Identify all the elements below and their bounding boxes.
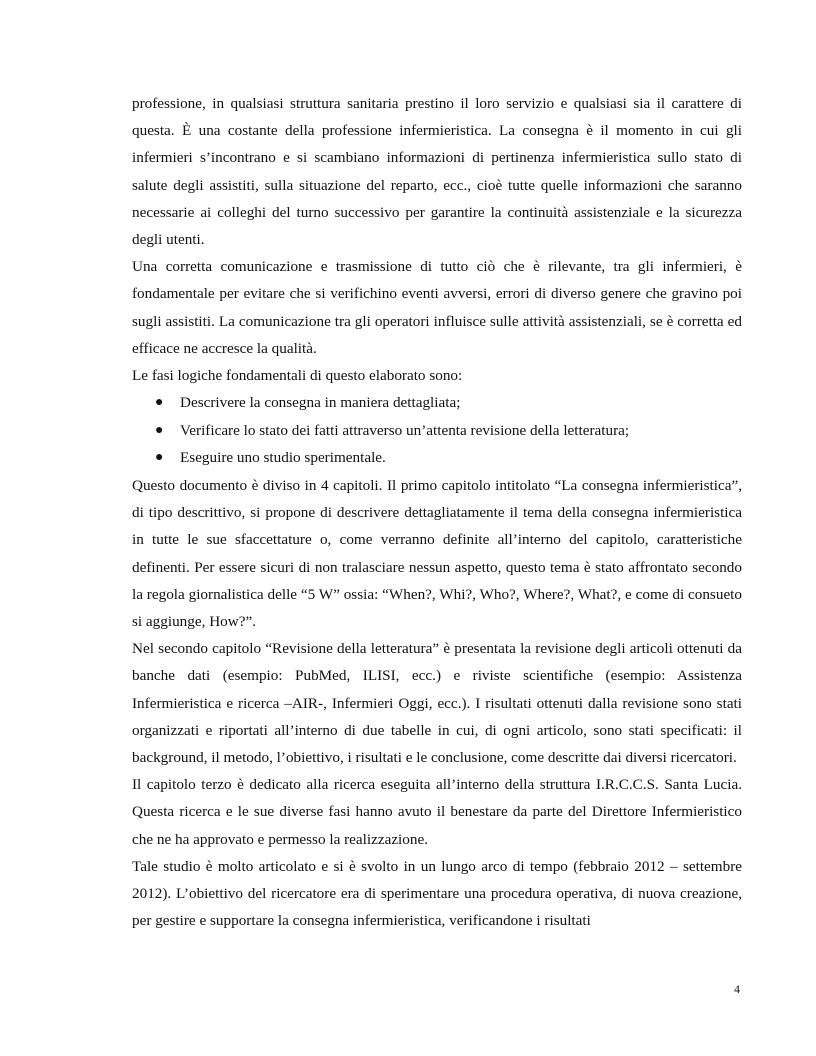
bullet-icon: ● [155, 450, 164, 466]
bullet-icon: ● [155, 422, 164, 438]
paragraph: Una corretta comunicazione e trasmissione di tutto ciò che è rilevante, tra gli infermieri, è fondamentale per evitare che si verifichino eventi avversi, errori di diverso genere che gravino poi sugli assistiti. La comunicazione tra gli operatori influisce sulle attività assistenziali, se è corretta ed efficace ne accresce la qualità. [132, 258, 742, 357]
list-item-text: Eseguire uno studio sperimentale. [180, 449, 386, 467]
paragraph: Le fasi logiche fondamentali di questo elaborato sono: [132, 367, 463, 385]
paragraph: Nel secondo capitolo “Revisione della letteratura” è presentata la revisione degli articoli ottenuti da banche dati (esempio: PubMed, ILISI, ecc.) e riviste scientifiche (esempio: Assistenza Infermieristica e ricerca –AIR-, Infermieri Oggi, ecc.). I risultati ottenuti dalla revisione sono stati organizzati e riportati all’interno di due tabelle in cui, di ogni articolo, sono stati specificati: il background, il metodo, l’obiettivo, i risultati e le conclusione, come descritte dai diversi ricercatori. [132, 640, 742, 767]
bullet-list [132, 389, 742, 472]
list-item [132, 417, 742, 445]
list-item-text: Descrivere la consegna in maniera dettagliata; [180, 394, 461, 412]
paragraph: professione, in qualsiasi struttura sanitaria prestino il loro servizio e qualsiasi sia il carattere di questa. È una costante della professione infermieristica. La consegna è il momento in cui gli infermieri s’incontrano e si scambiano informazioni di pertinenza infermieristica sullo stato di salute degli assistiti, sulla situazione del reparto, ecc., cioè tutte quelle informazioni che saranno necessarie ai colleghi del turno successivo per garantire la continuità assistenziale e la sicurezza degli utenti. [132, 95, 742, 249]
paragraph: Questo documento è diviso in 4 capitoli. Il primo capitolo intitolato “La consegna infermieristica”, di tipo descrittivo, si propone di descrivere dettagliatamente il tema della consegna infermieristica in tutte le sue sfaccettature o, come verranno definite all’interno del capitolo, caratteristiche definenti. Per essere sicuri di non tralasciare nessun aspetto, questo tema è stato affrontato secondo la regola giornalistica delle “5 W” ossia: “When?, Whi?, Who?, Where?, What?, e come di consueto si aggiunge, How?”. [132, 477, 742, 631]
paragraph: Il capitolo terzo è dedicato alla ricerca eseguita all’interno della struttura I.R.C.C.S. Santa Lucia. Questa ricerca e le sue diverse fasi hanno avuto il benestare da parte del Direttore Infermieristico che ne ha approvato e permesso la realizzazione. [132, 776, 742, 848]
list-item [132, 444, 742, 472]
list-item [132, 389, 742, 417]
bullet-icon: ● [155, 395, 164, 411]
list-item-text: Verificare lo stato dei fatti attraverso un’attenta revisione della letteratura; [180, 421, 630, 439]
paragraph: Tale studio è molto articolato e si è svolto in un lungo arco di tempo (febbraio 2012 – settembre 2012). L’obiettivo del ricercatore era di sperimentare una procedura operativa, di nuova creazione, per gestire e supportare la consegna infermieristica, verificandone i risultati [132, 857, 742, 930]
body-text [132, 90, 742, 934]
page-number: 4 [734, 982, 740, 996]
